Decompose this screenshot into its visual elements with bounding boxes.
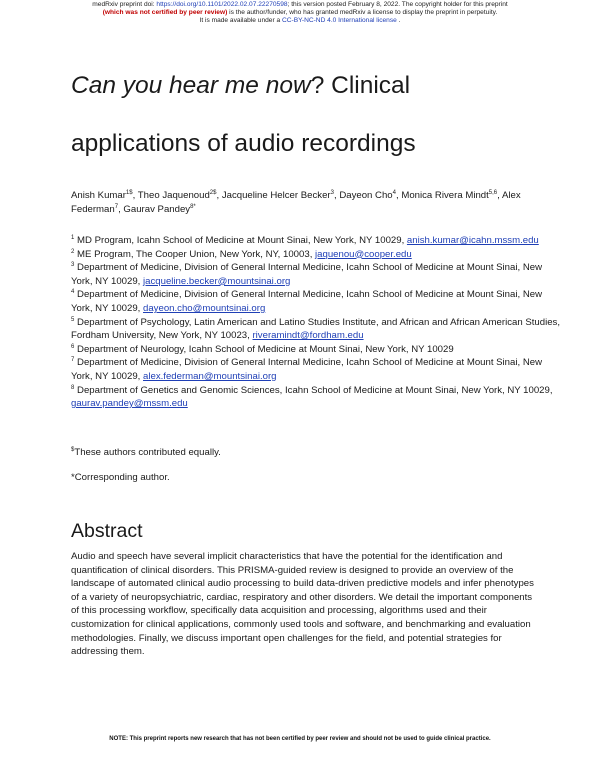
header-line-2: (which was not certified by peer review) is the author/funder, who has granted medRxiv a license to display the preprint in perpetuity.	[102, 9, 498, 17]
affiliation-number: 1	[71, 234, 75, 241]
author-affiliation-marker: 3	[330, 189, 334, 196]
affiliation-item	[71, 248, 561, 262]
affiliation-item	[71, 288, 561, 315]
affiliation-number: 3	[71, 262, 75, 268]
affiliation-text: Department of Genetics and Genomic Sciences, Icahn School of Medicine at Mount Sinai, New York, NY 10029,	[74, 384, 553, 396]
email-link[interactable]: alex.federman@mountsinai.org	[143, 370, 277, 382]
affiliation-number: 4	[71, 289, 75, 296]
affiliation-number: 5	[71, 316, 75, 323]
affiliation-text: Department of Medicine, Division of General Internal Medicine, Icahn School of Medicine at Mount Sinai, New York, NY 10029,	[71, 262, 543, 287]
author-separator: ,	[216, 190, 222, 201]
affiliation-text: MD Program, Icahn School of Medicine at Mount Sinai, New York, NY 10029,	[74, 235, 407, 246]
header-line-3: It is made available under a CC-BY-NC-ND 4.0 International license .	[199, 17, 401, 25]
paper-title-line-2: applications of audio recordings	[71, 130, 416, 157]
author-name: Theo Jaquenoud	[137, 190, 210, 201]
affiliation-list	[71, 234, 561, 411]
affiliation-number: 6	[71, 343, 75, 350]
affiliation-item	[71, 234, 561, 248]
author-separator: ,	[118, 204, 124, 215]
email-link[interactable]: gaurav.pandey@mssm.edu	[71, 398, 188, 410]
author-affiliation-marker: 7	[114, 203, 119, 210]
affiliation-number: 2	[71, 248, 75, 255]
affiliation-item	[71, 384, 561, 411]
author-list	[71, 189, 541, 217]
preprint-footer-note: NOTE: This preprint reports new research that has not been certified by peer review and should not be used to guide clinical practice.	[109, 736, 491, 742]
paper-title-line-1: Can you hear me now? Clinical	[71, 72, 411, 99]
affiliation-number: 7	[71, 357, 75, 364]
abstract-heading: Abstract	[71, 520, 143, 542]
affiliation-item	[71, 261, 561, 288]
author-affiliation-marker: 5,6	[488, 189, 498, 196]
email-link[interactable]: jacqueline.becker@mountsinai.org	[143, 275, 291, 287]
email-link[interactable]: anish.kumar@icahn.mssm.edu	[406, 235, 539, 246]
affiliation-text: Department of Medicine, Division of General Internal Medicine, Icahn School of Medicine at Mount Sinai, New York, NY 10029,	[71, 357, 543, 382]
author-affiliation-marker: 4	[392, 189, 396, 196]
email-link[interactable]: jaquenou@cooper.edu	[315, 248, 412, 260]
affiliation-item	[71, 316, 561, 343]
author-affiliation-marker: 2$	[209, 189, 217, 196]
author-name: Alex Federman	[71, 190, 521, 215]
title-italic: Can you hear me now	[71, 72, 311, 99]
email-link[interactable]: dayeon.cho@mountsinai.org	[143, 302, 266, 314]
affiliation-text: ME Program, The Cooper Union, New York, NY, 10003,	[74, 248, 316, 260]
affiliation-item	[71, 356, 561, 383]
doi-link[interactable]: https://doi.org/10.1101/2022.02.07.22270598	[156, 1, 288, 8]
email-link[interactable]: riveramindt@fordham.edu	[252, 330, 364, 342]
corresponding-author-note: *Corresponding author.	[71, 472, 170, 483]
author-affiliation-marker: 1$	[125, 189, 133, 196]
affiliation-text: Department of Psychology, Latin American and Latino Studies Institute, and African and African American Studies, Fordham University, New York, NY 10023,	[71, 316, 560, 342]
abstract-body: Audio and speech have several implicit characteristics that have the potential for the identification and quantification of clinical disorders. This PRISMA-guided review is designed to provide an overview of the landscape of automated clinical audio processing to build data-driven predictive models and infer phenotypes of a variety of neuropsychiatric, cardiac, respiratory and other disorders. We detail the important components of this processing workflow, specifically data acquisition and processing, algorithms used and their customization for clinical applications, commonly used tools and software, and benchmarking and evaluation methodologies. Finally, we discuss important open challenges for the field, and potential strategies for addressing them.	[71, 551, 534, 658]
author-name: Dayeon Cho	[339, 190, 393, 201]
preprint-header	[0, 1, 600, 26]
author-name: Jacqueline Helcer Becker	[221, 190, 331, 201]
author-affiliation-marker: 8*	[190, 203, 196, 210]
license-link[interactable]: CC-BY-NC-ND 4.0 International license	[281, 17, 397, 25]
affiliation-item	[71, 343, 561, 357]
author-separator: ,	[333, 190, 340, 201]
header-line-1: medRxiv preprint doi: https://doi.org/10.1101/2022.02.07.22270598; this version posted February 8, 2022. The copyright holder for this preprint	[92, 1, 508, 8]
author-separator: ,	[497, 190, 502, 201]
author-separator: ,	[132, 190, 138, 201]
affiliation-text: Department of Medicine, Division of General Internal Medicine, Icahn School of Medicine at Mount Sinai, New York, NY 10029,	[71, 289, 543, 314]
author-separator: ,	[396, 190, 402, 201]
peer-review-warning: (which was not certified by peer review)	[102, 9, 228, 17]
author-name: Gaurav Pandey	[123, 204, 191, 215]
affiliation-number: 8	[71, 384, 75, 391]
affiliation-text: Department of Neurology, Icahn School of Medicine at Mount Sinai, New York, NY 10029	[74, 343, 454, 355]
author-name: Monica Rivera Mindt	[401, 190, 489, 201]
author-name: Anish Kumar	[71, 190, 126, 201]
equal-contribution-note: $These authors contributed equally.	[71, 446, 221, 458]
